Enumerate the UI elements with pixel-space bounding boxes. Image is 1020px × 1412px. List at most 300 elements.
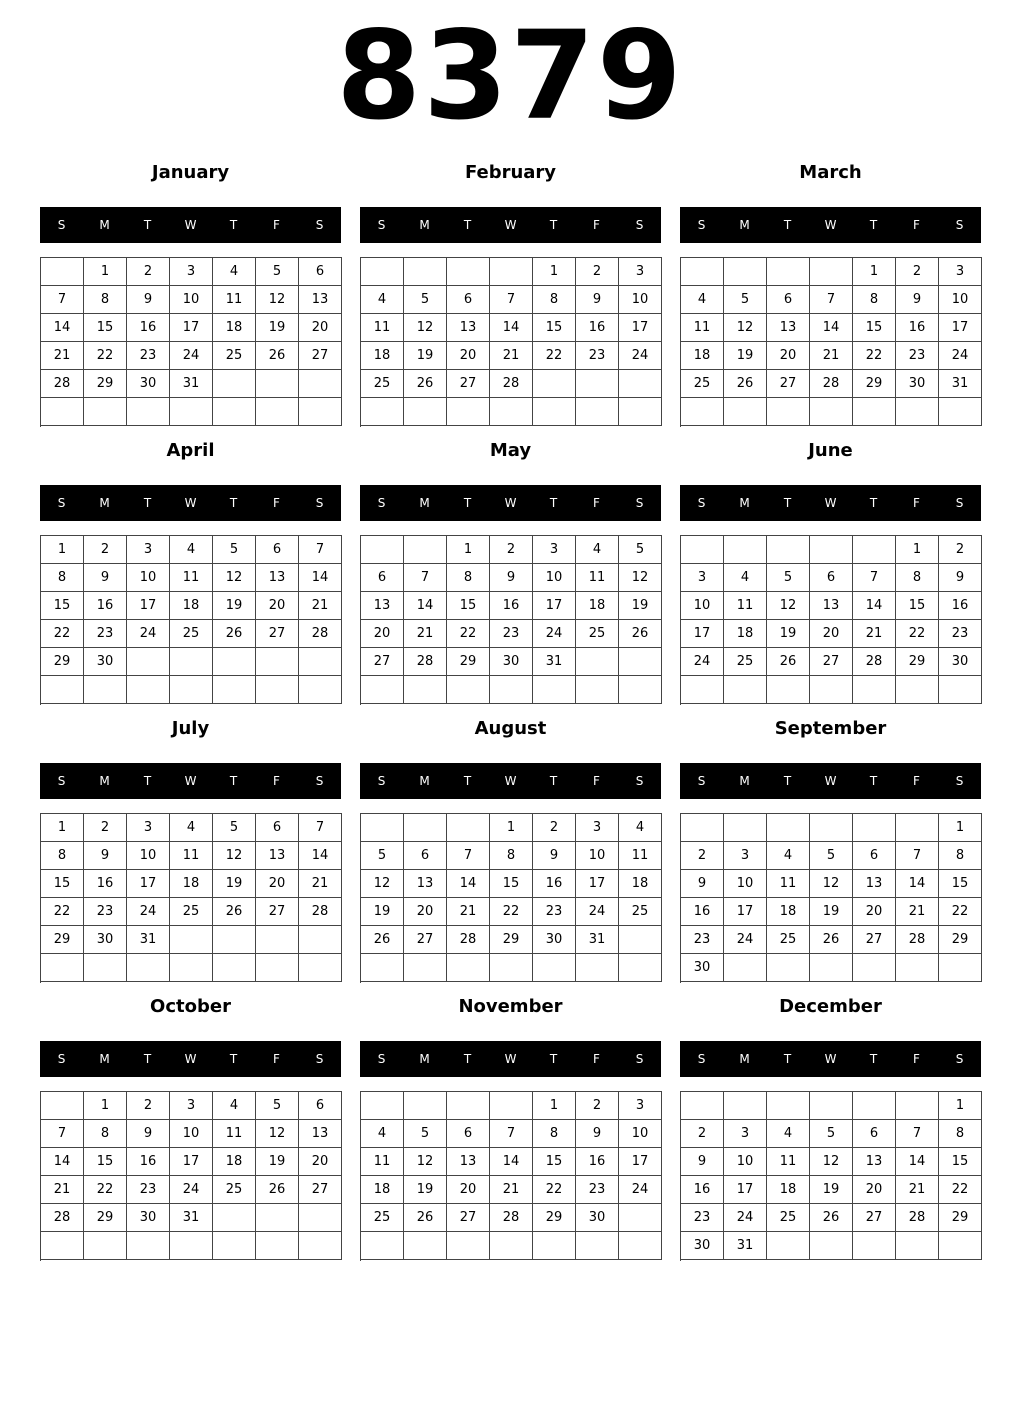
day-cell bbox=[619, 676, 662, 704]
day-cell: 23 bbox=[490, 620, 533, 648]
weekday-label: S bbox=[697, 218, 706, 232]
day-cell: 21 bbox=[810, 342, 853, 370]
day-cell bbox=[896, 814, 939, 842]
weekday-header bbox=[40, 763, 341, 799]
day-cell: 6 bbox=[404, 842, 447, 870]
day-grid bbox=[360, 1091, 662, 1261]
day-cell bbox=[84, 676, 127, 704]
day-cell: 28 bbox=[41, 1204, 84, 1232]
day-cell bbox=[299, 954, 342, 982]
day-cell: 3 bbox=[170, 1092, 213, 1120]
day-cell: 8 bbox=[533, 286, 576, 314]
weekday-label: S bbox=[377, 218, 386, 232]
day-cell: 9 bbox=[681, 870, 724, 898]
day-cell bbox=[724, 814, 767, 842]
day-cell: 11 bbox=[724, 592, 767, 620]
day-cell bbox=[127, 954, 170, 982]
day-cell bbox=[361, 1092, 404, 1120]
day-cell bbox=[619, 370, 662, 398]
day-cell bbox=[256, 370, 299, 398]
day-cell: 3 bbox=[127, 814, 170, 842]
day-cell bbox=[576, 1232, 619, 1260]
day-cell: 16 bbox=[939, 592, 982, 620]
day-cell: 12 bbox=[361, 870, 404, 898]
weekday-label: S bbox=[57, 496, 66, 510]
day-cell: 14 bbox=[299, 564, 342, 592]
day-cell: 25 bbox=[767, 1204, 810, 1232]
day-cell bbox=[213, 1204, 256, 1232]
day-cell: 27 bbox=[299, 1176, 342, 1204]
day-cell: 14 bbox=[41, 1148, 84, 1176]
day-cell: 1 bbox=[533, 1092, 576, 1120]
day-cell: 10 bbox=[619, 286, 662, 314]
day-cell: 28 bbox=[810, 370, 853, 398]
weekday-header bbox=[680, 763, 981, 799]
weekday-label: M bbox=[739, 218, 750, 232]
weekday-label: F bbox=[593, 774, 600, 788]
day-cell: 3 bbox=[724, 1120, 767, 1148]
day-cell: 11 bbox=[576, 564, 619, 592]
day-cell bbox=[404, 1092, 447, 1120]
day-cell: 2 bbox=[939, 536, 982, 564]
day-cell bbox=[213, 954, 256, 982]
day-cell: 6 bbox=[853, 1120, 896, 1148]
weekday-label: T bbox=[783, 496, 792, 510]
day-cell: 25 bbox=[767, 926, 810, 954]
day-cell: 6 bbox=[810, 564, 853, 592]
day-cell: 7 bbox=[447, 842, 490, 870]
weekday-label: S bbox=[315, 774, 324, 788]
day-cell: 28 bbox=[896, 926, 939, 954]
day-cell: 23 bbox=[896, 342, 939, 370]
day-cell: 30 bbox=[939, 648, 982, 676]
day-cell bbox=[404, 1232, 447, 1260]
day-cell bbox=[170, 926, 213, 954]
day-cell: 28 bbox=[896, 1204, 939, 1232]
day-cell: 24 bbox=[127, 620, 170, 648]
day-cell: 1 bbox=[84, 258, 127, 286]
day-cell: 1 bbox=[896, 536, 939, 564]
day-cell: 3 bbox=[724, 842, 767, 870]
day-cell: 13 bbox=[404, 870, 447, 898]
day-cell: 9 bbox=[533, 842, 576, 870]
weekday-label: T bbox=[229, 218, 238, 232]
day-cell: 2 bbox=[84, 536, 127, 564]
day-cell: 16 bbox=[127, 1148, 170, 1176]
day-cell bbox=[256, 676, 299, 704]
day-cell: 18 bbox=[619, 870, 662, 898]
day-cell: 31 bbox=[724, 1232, 767, 1260]
day-cell: 30 bbox=[896, 370, 939, 398]
day-cell: 18 bbox=[213, 314, 256, 342]
day-cell bbox=[810, 398, 853, 426]
weekday-label: S bbox=[955, 496, 964, 510]
day-cell: 14 bbox=[810, 314, 853, 342]
month-october bbox=[40, 990, 341, 1262]
day-cell: 7 bbox=[896, 842, 939, 870]
day-cell: 8 bbox=[896, 564, 939, 592]
day-cell: 27 bbox=[361, 648, 404, 676]
day-cell bbox=[490, 398, 533, 426]
day-cell bbox=[853, 676, 896, 704]
day-cell: 19 bbox=[256, 1148, 299, 1176]
day-cell: 25 bbox=[576, 620, 619, 648]
weekday-label: W bbox=[504, 1052, 517, 1066]
weekday-header bbox=[40, 485, 341, 521]
day-cell: 25 bbox=[619, 898, 662, 926]
day-cell bbox=[533, 370, 576, 398]
day-grid bbox=[680, 813, 982, 983]
weekday-label: S bbox=[955, 1052, 964, 1066]
day-cell bbox=[299, 1232, 342, 1260]
day-cell: 9 bbox=[576, 286, 619, 314]
weekday-label: W bbox=[824, 774, 837, 788]
day-cell: 7 bbox=[41, 1120, 84, 1148]
day-cell: 15 bbox=[939, 870, 982, 898]
day-cell: 3 bbox=[619, 1092, 662, 1120]
day-cell: 25 bbox=[681, 370, 724, 398]
day-cell: 4 bbox=[361, 286, 404, 314]
day-cell bbox=[299, 1204, 342, 1232]
day-cell bbox=[681, 676, 724, 704]
day-cell: 14 bbox=[299, 842, 342, 870]
day-cell: 30 bbox=[681, 954, 724, 982]
day-cell: 12 bbox=[404, 314, 447, 342]
day-cell: 2 bbox=[576, 1092, 619, 1120]
day-cell: 31 bbox=[533, 648, 576, 676]
day-cell bbox=[939, 676, 982, 704]
day-cell bbox=[767, 1092, 810, 1120]
weekday-header bbox=[360, 763, 661, 799]
day-cell: 24 bbox=[619, 1176, 662, 1204]
day-cell: 4 bbox=[170, 814, 213, 842]
day-cell: 6 bbox=[299, 258, 342, 286]
weekday-label: M bbox=[419, 218, 430, 232]
day-cell: 20 bbox=[256, 870, 299, 898]
day-cell bbox=[41, 398, 84, 426]
day-cell bbox=[84, 1232, 127, 1260]
day-cell bbox=[896, 1232, 939, 1260]
day-cell: 15 bbox=[939, 1148, 982, 1176]
day-cell: 23 bbox=[576, 342, 619, 370]
day-cell: 12 bbox=[724, 314, 767, 342]
day-cell: 30 bbox=[576, 1204, 619, 1232]
day-cell: 15 bbox=[447, 592, 490, 620]
day-cell bbox=[447, 814, 490, 842]
day-cell: 16 bbox=[127, 314, 170, 342]
month-title: November bbox=[458, 996, 563, 1017]
day-cell bbox=[533, 1232, 576, 1260]
day-cell bbox=[170, 1232, 213, 1260]
month-march bbox=[680, 156, 981, 428]
day-cell: 21 bbox=[41, 1176, 84, 1204]
weekday-label: T bbox=[549, 1052, 558, 1066]
day-cell: 25 bbox=[170, 898, 213, 926]
weekday-label: T bbox=[143, 774, 152, 788]
day-cell: 13 bbox=[447, 1148, 490, 1176]
day-cell: 17 bbox=[939, 314, 982, 342]
weekday-label: F bbox=[593, 1052, 600, 1066]
day-cell: 8 bbox=[939, 842, 982, 870]
day-cell: 9 bbox=[127, 286, 170, 314]
day-cell bbox=[256, 926, 299, 954]
day-cell: 8 bbox=[853, 286, 896, 314]
day-cell: 31 bbox=[576, 926, 619, 954]
day-cell bbox=[896, 398, 939, 426]
day-grid bbox=[680, 1091, 982, 1261]
day-cell: 21 bbox=[299, 870, 342, 898]
day-cell: 20 bbox=[404, 898, 447, 926]
day-cell bbox=[213, 648, 256, 676]
day-cell bbox=[810, 676, 853, 704]
day-cell bbox=[681, 258, 724, 286]
day-cell: 28 bbox=[853, 648, 896, 676]
day-cell: 28 bbox=[490, 1204, 533, 1232]
weekday-label: F bbox=[273, 496, 280, 510]
weekday-label: F bbox=[593, 218, 600, 232]
day-cell: 12 bbox=[213, 564, 256, 592]
day-cell bbox=[724, 1092, 767, 1120]
day-cell: 26 bbox=[767, 648, 810, 676]
day-cell bbox=[361, 676, 404, 704]
day-cell: 8 bbox=[447, 564, 490, 592]
day-cell: 30 bbox=[127, 370, 170, 398]
day-grid bbox=[360, 813, 662, 983]
day-cell bbox=[41, 676, 84, 704]
day-cell bbox=[447, 398, 490, 426]
weekday-header bbox=[360, 1041, 661, 1077]
day-cell: 19 bbox=[767, 620, 810, 648]
day-cell bbox=[767, 536, 810, 564]
day-cell: 10 bbox=[533, 564, 576, 592]
weekday-header bbox=[40, 207, 341, 243]
weekday-label: W bbox=[504, 774, 517, 788]
day-cell bbox=[256, 1204, 299, 1232]
weekday-label: W bbox=[184, 774, 197, 788]
day-cell: 26 bbox=[213, 898, 256, 926]
day-cell bbox=[853, 1232, 896, 1260]
day-cell: 27 bbox=[404, 926, 447, 954]
day-cell: 1 bbox=[853, 258, 896, 286]
day-cell: 22 bbox=[41, 620, 84, 648]
day-cell: 2 bbox=[681, 842, 724, 870]
day-cell: 29 bbox=[447, 648, 490, 676]
weekday-label: S bbox=[315, 218, 324, 232]
weekday-label: S bbox=[57, 218, 66, 232]
day-cell: 14 bbox=[404, 592, 447, 620]
day-cell: 21 bbox=[299, 592, 342, 620]
day-cell: 26 bbox=[256, 1176, 299, 1204]
weekday-label: M bbox=[99, 496, 110, 510]
weekday-label: M bbox=[99, 218, 110, 232]
day-cell bbox=[619, 648, 662, 676]
day-cell: 26 bbox=[256, 342, 299, 370]
day-cell: 25 bbox=[724, 648, 767, 676]
day-cell bbox=[810, 1092, 853, 1120]
month-september bbox=[680, 712, 981, 984]
day-cell: 18 bbox=[724, 620, 767, 648]
weekday-label: T bbox=[463, 496, 472, 510]
month-july bbox=[40, 712, 341, 984]
day-cell: 18 bbox=[767, 898, 810, 926]
day-cell bbox=[810, 1232, 853, 1260]
day-cell: 21 bbox=[41, 342, 84, 370]
day-cell: 27 bbox=[256, 898, 299, 926]
month-title: August bbox=[474, 718, 547, 739]
day-cell bbox=[896, 676, 939, 704]
day-cell bbox=[767, 398, 810, 426]
day-cell: 6 bbox=[256, 814, 299, 842]
day-cell: 17 bbox=[619, 1148, 662, 1176]
month-title: January bbox=[151, 162, 230, 183]
weekday-label: W bbox=[824, 218, 837, 232]
day-cell: 3 bbox=[576, 814, 619, 842]
day-cell bbox=[724, 398, 767, 426]
day-cell: 27 bbox=[447, 370, 490, 398]
day-cell: 18 bbox=[170, 870, 213, 898]
day-cell bbox=[939, 954, 982, 982]
day-cell: 19 bbox=[404, 1176, 447, 1204]
day-cell: 29 bbox=[490, 926, 533, 954]
day-cell: 10 bbox=[939, 286, 982, 314]
day-cell bbox=[896, 954, 939, 982]
weekday-label: M bbox=[419, 774, 430, 788]
weekday-label: T bbox=[229, 774, 238, 788]
day-cell: 2 bbox=[896, 258, 939, 286]
day-cell: 11 bbox=[170, 564, 213, 592]
month-november bbox=[360, 990, 661, 1262]
month-title: February bbox=[464, 162, 557, 183]
day-cell bbox=[810, 258, 853, 286]
day-cell: 16 bbox=[681, 898, 724, 926]
day-cell: 26 bbox=[619, 620, 662, 648]
day-cell: 15 bbox=[490, 870, 533, 898]
day-cell: 4 bbox=[619, 814, 662, 842]
day-cell: 4 bbox=[767, 1120, 810, 1148]
weekday-label: S bbox=[635, 1052, 644, 1066]
day-cell: 15 bbox=[853, 314, 896, 342]
day-cell: 6 bbox=[447, 286, 490, 314]
day-cell: 21 bbox=[490, 342, 533, 370]
weekday-label: S bbox=[315, 496, 324, 510]
day-grid bbox=[40, 535, 342, 705]
day-cell: 11 bbox=[681, 314, 724, 342]
day-cell: 26 bbox=[810, 926, 853, 954]
day-cell: 5 bbox=[810, 1120, 853, 1148]
day-cell: 5 bbox=[213, 814, 256, 842]
weekday-label: M bbox=[99, 774, 110, 788]
day-cell: 18 bbox=[681, 342, 724, 370]
day-cell: 20 bbox=[447, 342, 490, 370]
day-cell: 19 bbox=[810, 898, 853, 926]
weekday-label: S bbox=[377, 496, 386, 510]
day-cell: 24 bbox=[681, 648, 724, 676]
day-cell: 7 bbox=[490, 1120, 533, 1148]
day-cell: 25 bbox=[361, 1204, 404, 1232]
weekday-label: W bbox=[184, 218, 197, 232]
day-cell bbox=[853, 398, 896, 426]
day-cell bbox=[256, 648, 299, 676]
day-cell: 7 bbox=[404, 564, 447, 592]
day-cell bbox=[213, 370, 256, 398]
day-cell bbox=[361, 954, 404, 982]
day-cell: 6 bbox=[447, 1120, 490, 1148]
day-cell bbox=[681, 814, 724, 842]
day-cell bbox=[256, 954, 299, 982]
weekday-label: S bbox=[697, 496, 706, 510]
day-cell: 23 bbox=[533, 898, 576, 926]
day-cell: 4 bbox=[724, 564, 767, 592]
day-cell: 4 bbox=[213, 1092, 256, 1120]
day-cell bbox=[767, 676, 810, 704]
day-cell: 27 bbox=[853, 1204, 896, 1232]
weekday-label: F bbox=[913, 496, 920, 510]
day-cell: 10 bbox=[576, 842, 619, 870]
day-cell: 20 bbox=[853, 1176, 896, 1204]
day-cell: 27 bbox=[810, 648, 853, 676]
day-cell: 22 bbox=[84, 1176, 127, 1204]
day-cell: 7 bbox=[41, 286, 84, 314]
day-cell: 17 bbox=[170, 314, 213, 342]
day-cell bbox=[533, 398, 576, 426]
day-cell bbox=[576, 370, 619, 398]
day-cell: 22 bbox=[41, 898, 84, 926]
day-cell: 24 bbox=[533, 620, 576, 648]
day-cell: 10 bbox=[619, 1120, 662, 1148]
day-cell bbox=[576, 398, 619, 426]
day-cell: 11 bbox=[213, 286, 256, 314]
day-cell bbox=[361, 1232, 404, 1260]
day-cell bbox=[170, 648, 213, 676]
day-cell: 9 bbox=[896, 286, 939, 314]
day-cell bbox=[810, 814, 853, 842]
day-cell: 10 bbox=[127, 842, 170, 870]
day-cell bbox=[853, 536, 896, 564]
day-cell: 20 bbox=[767, 342, 810, 370]
day-cell: 13 bbox=[767, 314, 810, 342]
day-cell: 9 bbox=[84, 842, 127, 870]
day-cell: 5 bbox=[361, 842, 404, 870]
day-cell: 5 bbox=[619, 536, 662, 564]
day-cell bbox=[490, 1232, 533, 1260]
weekday-label: T bbox=[549, 774, 558, 788]
weekday-label: F bbox=[593, 496, 600, 510]
day-cell: 30 bbox=[490, 648, 533, 676]
day-cell: 16 bbox=[84, 592, 127, 620]
day-cell bbox=[299, 648, 342, 676]
day-cell bbox=[299, 398, 342, 426]
day-cell: 9 bbox=[490, 564, 533, 592]
weekday-label: S bbox=[955, 218, 964, 232]
weekday-header bbox=[680, 1041, 981, 1077]
day-cell bbox=[170, 676, 213, 704]
weekday-label: T bbox=[463, 774, 472, 788]
weekday-label: T bbox=[229, 496, 238, 510]
day-cell: 10 bbox=[170, 286, 213, 314]
weekday-label: T bbox=[549, 496, 558, 510]
day-cell: 6 bbox=[299, 1092, 342, 1120]
month-title: October bbox=[150, 996, 231, 1017]
day-cell bbox=[41, 954, 84, 982]
day-cell bbox=[490, 676, 533, 704]
day-cell: 29 bbox=[939, 1204, 982, 1232]
day-cell: 7 bbox=[299, 814, 342, 842]
day-cell: 6 bbox=[853, 842, 896, 870]
weekday-label: F bbox=[273, 218, 280, 232]
day-cell: 12 bbox=[767, 592, 810, 620]
day-cell bbox=[447, 258, 490, 286]
day-cell: 17 bbox=[724, 898, 767, 926]
